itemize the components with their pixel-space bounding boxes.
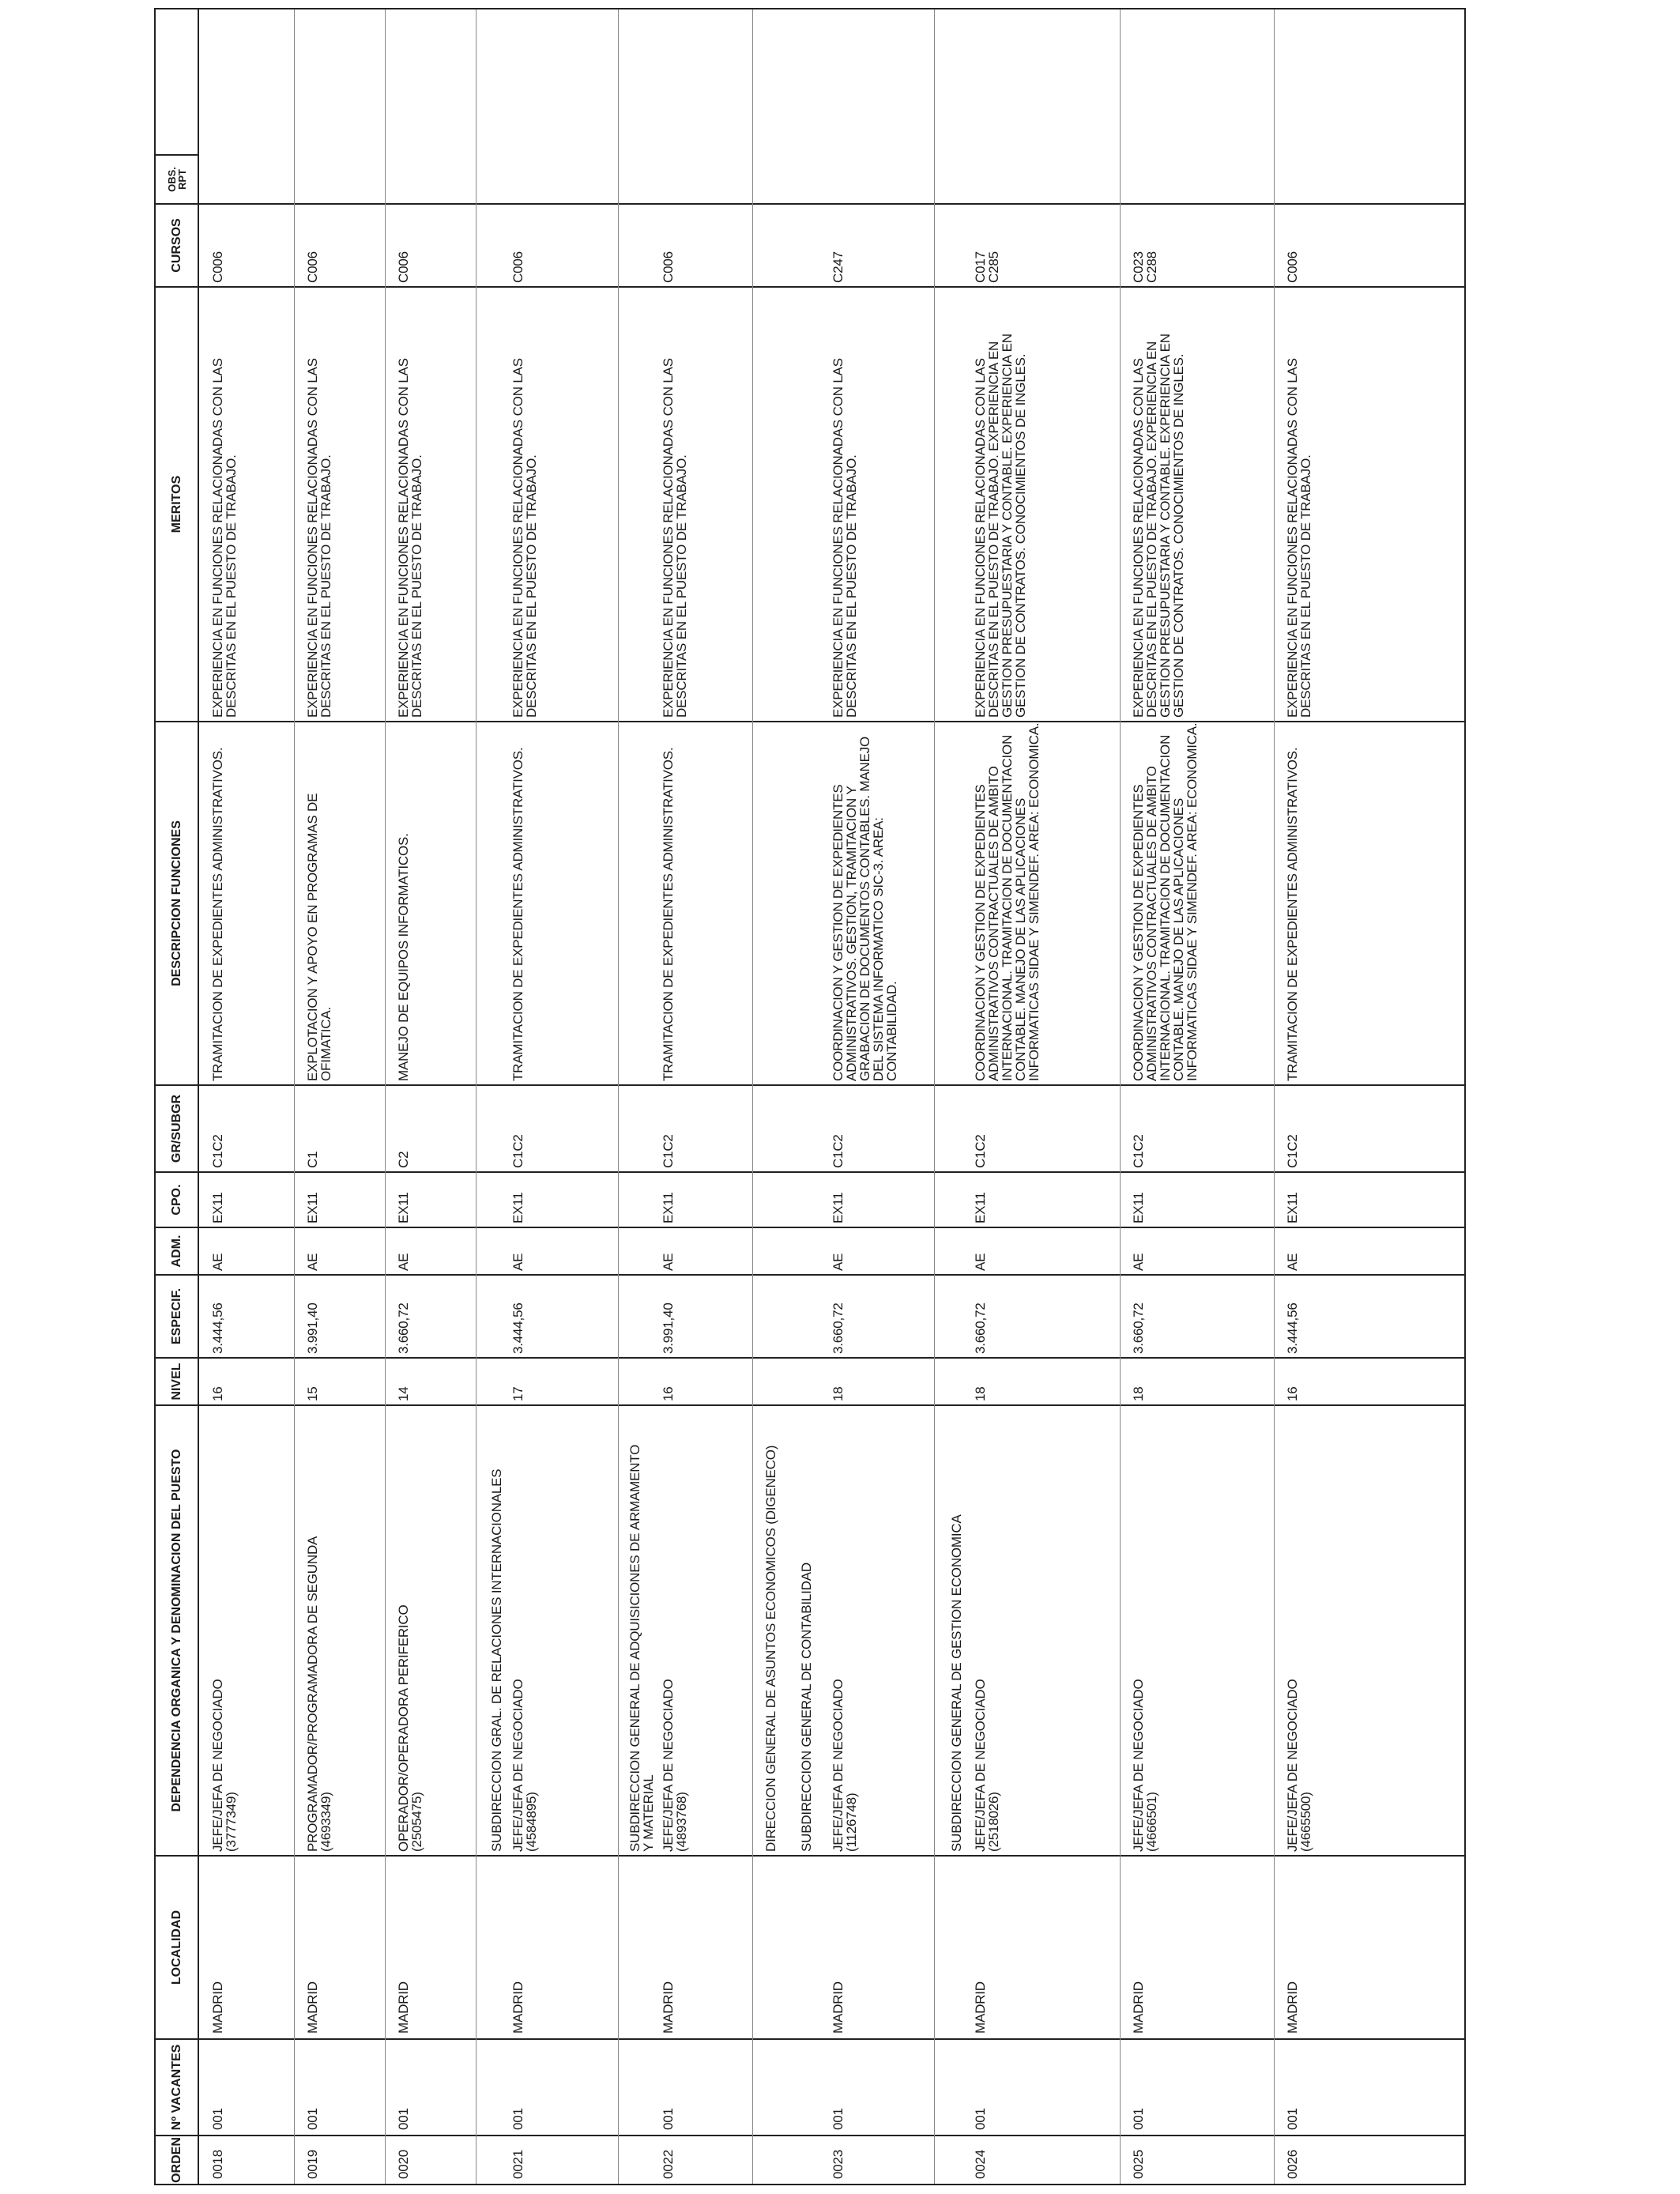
column-divider	[156, 203, 1464, 205]
cell-meritos: EXPERIENCIA EN FUNCIONES RELACIONADAS CON LAS DESCRITAS EN EL PUESTO DE TRABAJO. EXPERIENCIA EN GESTION PRESUPUESTARIA Y CONTABLE. EXPERIENCIA EN GESTION DE CONTRATOS. CONOCIMIENTOS DE INGLES.	[1131, 334, 1186, 718]
cell-nivel: 18	[1131, 1386, 1146, 1401]
cell-cpo: EX11	[1285, 1192, 1300, 1223]
cell-puesto: JEFE/JEFA DE NEGOCIADO (4893768)	[661, 1679, 689, 1852]
column-divider	[156, 721, 1464, 722]
cell-vacantes: 001	[973, 2108, 988, 2130]
cell-cursos: C017 C285	[973, 251, 1001, 283]
cell-funciones: TRAMITACION DE EXPEDIENTES ADMINISTRATIVOS.	[510, 747, 525, 1081]
header-obs-rpt: OBS. RPT	[165, 167, 188, 192]
header-nivel: NIVEL	[170, 1363, 183, 1400]
cell-cursos: C006	[661, 251, 676, 283]
cell-localidad: MADRID	[510, 1981, 525, 2034]
cell-especif: 3.660,72	[1131, 1302, 1146, 1354]
row-divider	[618, 9, 619, 2184]
cell-orden: 0018	[210, 2149, 225, 2179]
cell-vacantes: 001	[510, 2108, 525, 2130]
cell-puesto: JEFE/JEFA DE NEGOCIADO (4584895)	[510, 1679, 539, 1852]
cell-adm: AE	[210, 1253, 225, 1271]
column-divider	[156, 2135, 1464, 2136]
header-meritos: MERITOS	[170, 475, 183, 533]
cell-nivel: 18	[831, 1386, 846, 1401]
cell-nivel: 18	[973, 1386, 988, 1401]
cell-cursos: C023 C288	[1131, 251, 1159, 283]
cell-cpo: EX11	[210, 1192, 225, 1223]
cell-especif: 3.444,56	[210, 1302, 225, 1354]
cell-grsubgr: C1C2	[510, 1134, 525, 1168]
cell-adm: AE	[396, 1253, 411, 1271]
cell-grsubgr: C2	[396, 1151, 411, 1168]
cell-grsubgr: C1C2	[831, 1134, 846, 1168]
cell-grsubgr: C1C2	[973, 1134, 988, 1168]
cell-funciones: MANEJO DE EQUIPOS INFORMATICOS.	[396, 833, 411, 1081]
cell-especif: 3.660,72	[396, 1302, 411, 1354]
header-adm: ADM.	[170, 1235, 183, 1268]
cell-nivel: 16	[1285, 1386, 1300, 1401]
cell-cpo: EX11	[661, 1192, 676, 1223]
cell-nivel: 16	[210, 1386, 225, 1401]
cell-vacantes: 001	[210, 2108, 225, 2130]
row-divider	[752, 9, 753, 2184]
cell-cpo: EX11	[831, 1192, 846, 1223]
cell-vacantes: 001	[661, 2108, 676, 2130]
section-subheader: SUBDIRECCION GENERAL DE GESTION ECONOMICA	[949, 1514, 964, 1852]
cell-localidad: MADRID	[210, 1981, 225, 2034]
table-header-row	[156, 9, 199, 2184]
cell-meritos: EXPERIENCIA EN FUNCIONES RELACIONADAS CON LAS DESCRITAS EN EL PUESTO DE TRABAJO.	[305, 358, 333, 718]
row-divider	[385, 9, 386, 2184]
header-localidad: LOCALIDAD	[170, 1909, 183, 1985]
row-divider	[476, 9, 477, 2184]
cell-meritos: EXPERIENCIA EN FUNCIONES RELACIONADAS CON LAS DESCRITAS EN EL PUESTO DE TRABAJO.	[831, 358, 859, 718]
cell-adm: AE	[1131, 1253, 1146, 1271]
cell-cursos: C247	[831, 251, 846, 283]
cell-funciones: COORDINACION Y GESTION DE EXPEDIENTES ADMINISTRATIVOS. GESTION, TRAMITACION Y GRABACION DE DOCUMENTOS CONTABLES. MANEJO DEL SISTEMA INFORMATICO SIC-3. AREA: CONTABILIDAD.	[831, 736, 899, 1081]
cell-orden: 0025	[1131, 2149, 1146, 2179]
cell-especif: 3.660,72	[973, 1302, 988, 1354]
cell-vacantes: 001	[1131, 2108, 1146, 2130]
column-divider	[156, 2038, 1464, 2040]
cell-orden: 0024	[973, 2149, 988, 2179]
cell-puesto: PROGRAMADOR/PROGRAMADORA DE SEGUNDA (4693349)	[305, 1536, 333, 1852]
cell-especif: 3.660,72	[831, 1302, 846, 1354]
section-subheader: SUBDIRECCION GRAL. DE RELACIONES INTERNACIONALES	[489, 1468, 504, 1852]
column-divider	[156, 286, 1464, 288]
cell-cpo: EX11	[973, 1192, 988, 1223]
cell-nivel: 14	[396, 1386, 411, 1401]
section-subheader: SUBDIRECCION GENERAL DE ADQUISICIONES DE ARMAMENTO Y MATERIAL	[627, 1444, 656, 1852]
cell-cpo: EX11	[510, 1192, 525, 1223]
cell-cursos: C006	[396, 251, 411, 283]
column-divider	[156, 1274, 1464, 1276]
header-grsubgr: GR/SUBGR	[170, 1094, 183, 1163]
cell-localidad: MADRID	[1131, 1981, 1146, 2034]
cell-orden: 0020	[396, 2149, 411, 2179]
cell-localidad: MADRID	[973, 1981, 988, 2034]
cell-localidad: MADRID	[831, 1981, 846, 2034]
cell-meritos: EXPERIENCIA EN FUNCIONES RELACIONADAS CON LAS DESCRITAS EN EL PUESTO DE TRABAJO.	[1285, 358, 1313, 718]
column-divider	[156, 1357, 1464, 1359]
cell-orden: 0026	[1285, 2149, 1300, 2179]
cell-puesto: JEFE/JEFA DE NEGOCIADO (2518026)	[973, 1679, 1001, 1852]
section-subheader: SUBDIRECCION GENERAL DE CONTABILIDAD	[799, 1563, 814, 1852]
header-orden: ORDEN	[170, 2137, 183, 2183]
header-especif: ESPECIF.	[170, 1287, 183, 1345]
column-divider	[156, 1404, 1464, 1406]
cell-puesto: JEFE/JEFA DE NEGOCIADO (4665500)	[1285, 1679, 1313, 1852]
cell-localidad: MADRID	[305, 1981, 320, 2034]
header-dependencia: DEPENDENCIA ORGANICA Y DENOMINACION DEL PUESTO	[170, 1449, 183, 1812]
header-vacantes: Nº VACANTES	[170, 2044, 183, 2131]
cell-adm: AE	[661, 1253, 676, 1271]
cell-puesto: JEFE/JEFA DE NEGOCIADO (3777349)	[210, 1679, 239, 1852]
cell-cursos: C006	[210, 251, 225, 283]
cell-especif: 3.444,56	[1285, 1302, 1300, 1354]
cell-puesto: JEFE/JEFA DE NEGOCIADO (1126748)	[831, 1679, 859, 1852]
cell-nivel: 17	[510, 1386, 525, 1401]
cell-funciones: TRAMITACION DE EXPEDIENTES ADMINISTRATIVOS.	[210, 747, 225, 1081]
cell-meritos: EXPERIENCIA EN FUNCIONES RELACIONADAS CON LAS DESCRITAS EN EL PUESTO DE TRABAJO.	[396, 358, 424, 718]
cell-adm: AE	[1285, 1253, 1300, 1271]
cell-grsubgr: C1C2	[661, 1134, 676, 1168]
column-divider	[156, 1855, 1464, 1857]
cell-puesto: OPERADOR/OPERADORA PERIFERICO (2505475)	[396, 1604, 424, 1852]
cell-grsubgr: C1	[305, 1151, 320, 1168]
cell-localidad: MADRID	[661, 1981, 676, 2034]
cell-orden: 0023	[831, 2149, 846, 2179]
cell-puesto: JEFE/JEFA DE NEGOCIADO (4666501)	[1131, 1679, 1159, 1852]
header-funciones: DESCRIPCION FUNCIONES	[170, 820, 183, 986]
row-divider	[1274, 9, 1275, 2184]
cell-nivel: 15	[305, 1386, 320, 1401]
column-divider	[156, 1084, 1464, 1086]
cell-funciones: COORDINACION Y GESTION DE EXPEDIENTES ADMINISTRATIVOS CONTRACTUALES DE AMBITO INTERNACIONAL. TRAMITACION DE DOCUMENTACION CONTABLE. MANEJO DE LAS APLICACIONES INFORMATICAS SIDAE Y SIMENDEF. AREA: ECONOMICA.	[1131, 722, 1200, 1081]
cell-cursos: C006	[510, 251, 525, 283]
cell-vacantes: 001	[1285, 2108, 1300, 2130]
cell-nivel: 16	[661, 1386, 676, 1401]
cell-funciones: EXPLOTACION Y APOYO EN PROGRAMAS DE OFIMATICA.	[305, 793, 333, 1081]
cell-cpo: EX11	[1131, 1192, 1146, 1223]
cell-vacantes: 001	[831, 2108, 846, 2130]
cell-vacantes: 001	[396, 2108, 411, 2130]
cell-adm: AE	[510, 1253, 525, 1271]
cell-especif: 3.444,56	[510, 1302, 525, 1354]
column-divider	[156, 1171, 1464, 1173]
cell-meritos: EXPERIENCIA EN FUNCIONES RELACIONADAS CON LAS DESCRITAS EN EL PUESTO DE TRABAJO.	[661, 358, 689, 718]
cell-cursos: C006	[1285, 251, 1300, 283]
cell-localidad: MADRID	[1285, 1981, 1300, 2034]
cell-meritos: EXPERIENCIA EN FUNCIONES RELACIONADAS CON LAS DESCRITAS EN EL PUESTO DE TRABAJO.	[210, 358, 239, 718]
cell-funciones: TRAMITACION DE EXPEDIENTES ADMINISTRATIVOS.	[1285, 747, 1300, 1081]
cell-adm: AE	[305, 1253, 320, 1271]
rotated-table-sheet	[154, 8, 1466, 2185]
cell-funciones: TRAMITACION DE EXPEDIENTES ADMINISTRATIVOS.	[661, 747, 676, 1081]
vacancy-table	[154, 8, 1466, 2185]
cell-meritos: EXPERIENCIA EN FUNCIONES RELACIONADAS CON LAS DESCRITAS EN EL PUESTO DE TRABAJO.	[510, 358, 539, 718]
column-divider	[156, 1227, 1464, 1228]
row-divider	[934, 9, 935, 2184]
header-cursos: CURSOS	[170, 218, 183, 273]
cell-cpo: EX11	[305, 1192, 320, 1223]
cell-meritos: EXPERIENCIA EN FUNCIONES RELACIONADAS CON LAS DESCRITAS EN EL PUESTO DE TRABAJO. EXPERIENCIA EN GESTION PRESUPUESTARIA Y CONTABLE. EXPERIENCIA EN GESTION DE CONTRATOS. CONOCIMIENTOS DE INGLES.	[973, 334, 1028, 718]
cell-grsubgr: C1C2	[1131, 1134, 1146, 1168]
cell-especif: 3.991,40	[305, 1302, 320, 1354]
cell-cursos: C006	[305, 251, 320, 283]
cell-grsubgr: C1C2	[1285, 1134, 1300, 1168]
header-cpo: CPO.	[170, 1184, 183, 1216]
cell-orden: 0021	[510, 2149, 525, 2179]
cell-especif: 3.991,40	[661, 1302, 676, 1354]
cell-orden: 0019	[305, 2149, 320, 2179]
cell-adm: AE	[973, 1253, 988, 1271]
cell-grsubgr: C1C2	[210, 1134, 225, 1168]
cell-localidad: MADRID	[396, 1981, 411, 2034]
cell-adm: AE	[831, 1253, 846, 1271]
cell-vacantes: 001	[305, 2108, 320, 2130]
cell-orden: 0022	[661, 2149, 676, 2179]
section-subheader: DIRECCION GENERAL DE ASUNTOS ECONOMICOS (DIGENECO)	[763, 1445, 778, 1852]
cell-funciones: COORDINACION Y GESTION DE EXPEDIENTES ADMINISTRATIVOS CONTRACTUALES DE AMBITO INTERNACIONAL. TRAMITACION DE DOCUMENTACION CONTABLE. MANEJO DE LAS APLICACIONES INFORMATICAS SIDAE Y SIMENDEF. AREA: ECONOMICA.	[973, 722, 1042, 1081]
column-divider	[156, 154, 199, 156]
cell-cpo: EX11	[396, 1192, 411, 1223]
row-divider	[1120, 9, 1121, 2184]
row-divider	[294, 9, 295, 2184]
